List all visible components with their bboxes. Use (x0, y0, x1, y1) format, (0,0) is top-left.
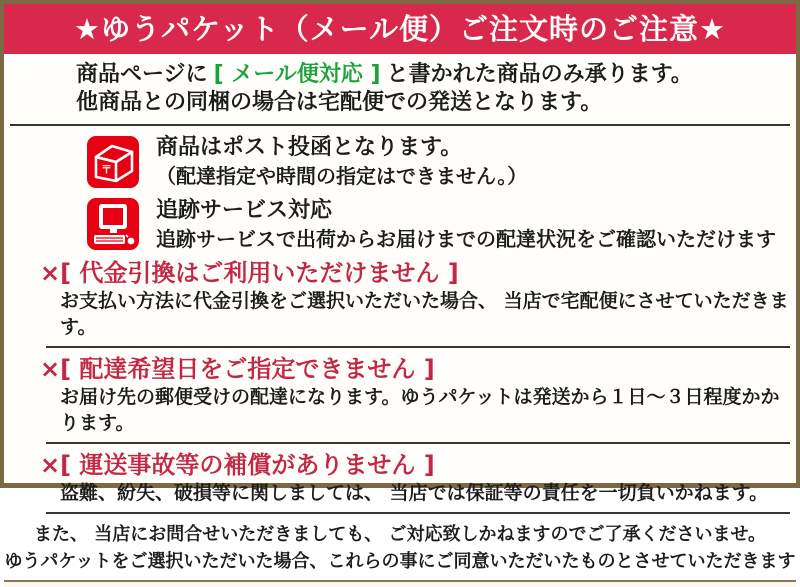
warning-no-cod-detail: お支払い方法に代金引換をご選択いただいた場合、 当店で宅配便にさせていただきます。 (60, 290, 789, 338)
intro-line1-prefix: 商品ページに (76, 62, 208, 87)
tracking-line-2: 追跡サービスで出荷からお届けまでの配達状況をご確認いただけます (156, 226, 776, 251)
notice-header (4, 4, 796, 54)
divider (46, 442, 790, 444)
postbox-line-1: 商品はポスト投函となります。 (156, 135, 463, 161)
notice-title: ★ゆうパケット（メール便）ご注文時のご注意★ (74, 12, 726, 46)
warning-no-compensation-detail: 盗難、紛失、破損等に関しましては、 当店では保証等の責任を一切負いかねます。 (60, 482, 769, 505)
footer-line-1: また、 当店にお問合せいただきましても、 ご対応致しかねますのでご了承くださいませ。 (34, 524, 766, 546)
divider (46, 346, 790, 348)
tracking-feature (4, 197, 796, 252)
warning-no-compensation-heading: ×[ 運送事故等の補償がありません ] (40, 450, 435, 479)
warning-no-compensation (4, 451, 796, 514)
intro-section (4, 54, 796, 123)
tracking-feature-text (156, 197, 776, 252)
postbox-feature-text (156, 134, 527, 189)
postbox-icon (86, 135, 140, 189)
postal-mark: 〒 (101, 162, 112, 176)
postbox-feature (4, 134, 796, 189)
warning-no-delivery-date-detail: お届け先の郵便受けの配達になります。ゆうパケットは発送から１日～３日程度かかります。 (60, 386, 780, 435)
mail-bin-support-badge: [ メール便対応 ] (213, 62, 381, 87)
divider (46, 512, 790, 514)
warning-no-cod (4, 259, 796, 348)
intro-line-2: 他商品との同梱の場合は宅配便での発送となります。 (76, 90, 603, 116)
footer-note (4, 521, 796, 575)
intro-line1-suffix: と書かれた商品のみ承ります。 (386, 62, 693, 87)
computer-icon (86, 197, 140, 251)
warning-no-cod-heading: ×[ 代金引換はご利用いただけません ] (40, 258, 459, 287)
tracking-line-1: 追跡サービス対応 (156, 197, 333, 223)
divider (10, 124, 790, 126)
warning-no-delivery-date (4, 355, 796, 444)
footer-line-2: ゆうパケットをご選択いただいた場合、これらの事にご同意いただいたものとさせていただきます (4, 551, 796, 573)
bottom-accent-strip (4, 580, 796, 587)
intro-line-1 (76, 61, 788, 89)
warning-no-delivery-date-heading: ×[ 配達希望日をご指定できません ] (40, 354, 435, 383)
postbox-line-2: （配達指定や時間の指定はできません。） (156, 163, 528, 188)
